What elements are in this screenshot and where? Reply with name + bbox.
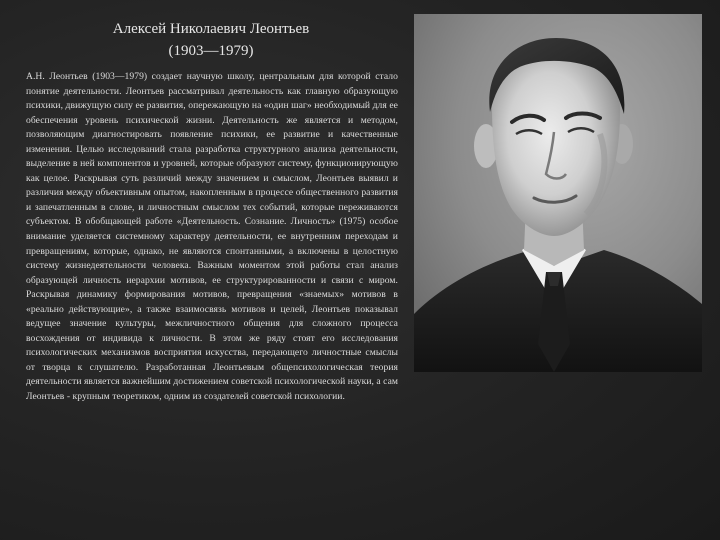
title-block — [36, 18, 386, 62]
biography-text: А.Н. Леонтьев (1903—1979) создает научную школу, центральным для которой стало понятие деятельности. Леонтьев рассматривал деятельность как главную образующую психики, движущую силу ее развития, опережающую на «один шаг» необходимый для ее обеспечения уровень психической жизни. Деятельность же является и методом, позволяющим диагностировать появление психики, ее развитие и качественные изменения. Целью исследований стала разработка структурного анализа деятельности, выделение в ней компонентов и уровней, которые образуют систему, функционирующую как целое. Раскрывая суть различий между значением и смыслом, Леонтьев выявил и различия между объективным опытом, накопленным в процессе общественного развития и запечатленным в слове, и личностным смыслом тех событий, которые переживаются субъектом. В обобщающей работе «Деятельность. Сознание. Личность» (1975) особое внимание уделяется системному характеру деятельности, ее внутренним переходам и превращениям, которые, однако, не являются спонтанными, а включены в целостную систему жизнедеятельности человека. Важным моментом этой работы стал анализ образующей личность иерархии мотивов, ее структурированности и связи с миром. Раскрывая динамику формирования мотивов, превращения «знаемых» мотивов в «реально действующие», а также взаимосвязь мотивов и целей, Леонтьев показывал ведущее значение культуры, межличностного общения для сложного процесса восхождения от индивида к личности. В этом же ряду стоят его исследования психологических механизмов восприятия искусства, передающего личностные смыслы от творца к слушателю. Разработанная Леонтьевым общепсихологическая теория деятельности является важнейшим достижением советской психологической науки, а сам Леонтьев - крупным теоретиком, одним из создателей советской психологии. — [26, 71, 399, 403]
person-name: Алексей Николаевич Леонтьев — [112, 21, 310, 37]
portrait-photo — [414, 14, 702, 372]
person-years: (1903—1979) — [168, 43, 254, 59]
portrait-photo-icon — [414, 14, 702, 372]
